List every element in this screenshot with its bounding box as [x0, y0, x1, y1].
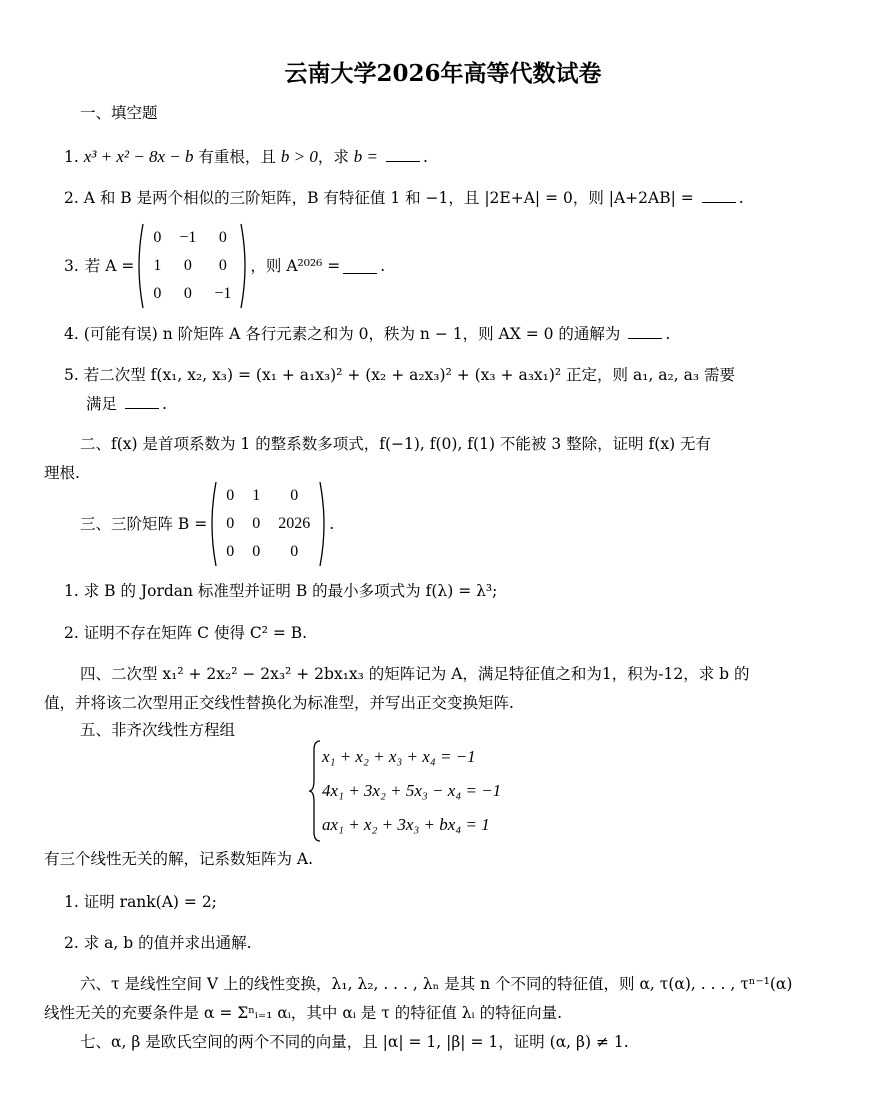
answer-blank	[628, 324, 662, 339]
matrix-a-cell: −1	[214, 285, 232, 302]
exam-title: 云南大学2026年高等代数试卷	[284, 60, 602, 87]
question-1-5: 5. 若二次型 f(x₁, x₂, x₃) = (x₁ + a₁x₃)² + (x₂ + a₂x₃)² + (x₃ + a₃x₁)² 正定，则 a₁, a₂, a₃ 需要	[64, 366, 735, 384]
left-brace-icon	[308, 740, 322, 842]
matrix-a-cell: 0	[153, 229, 162, 246]
section-2-line1: 二、f(x) 是首项系数为 1 的整系数多项式，f(−1), f(0), f(1) 不能被 3 整除，证明 f(x) 无有	[80, 435, 712, 453]
answer-blank	[125, 394, 159, 409]
matrix-a-cell: −1	[179, 229, 197, 246]
answer-blank	[702, 188, 736, 203]
section-3-intro: 三、三阶矩阵 B = 0 1 0 0 0 2026 0 0 0 .	[80, 480, 334, 568]
matrix-b-cell: 0	[252, 515, 261, 532]
answer-blank	[386, 147, 420, 162]
matrix-b-cell: 0	[226, 543, 235, 560]
matrix-a	[134, 223, 250, 309]
matrix-b-cell: 0	[290, 543, 299, 560]
matrix-b-cell: 0	[226, 515, 235, 532]
section-7-line1: 七、α, β 是欧氏空间的两个不同的向量，且 |α| = 1, |β| = 1，证明 (α, β) ≠ 1.	[80, 1033, 629, 1051]
matrix-b-cell: 0	[252, 543, 261, 560]
matrix-a-cell: 1	[153, 257, 162, 274]
question-3-1: 1. 求 B 的 Jordan 标准型并证明 B 的最小多项式为 f(λ) = λ³;	[64, 582, 498, 600]
answer-blank	[343, 259, 377, 274]
matrix-a-cell: 0	[218, 229, 227, 246]
question-1-3: 3. 若 A = 0 −1 0 1 0 0 0 0 −1 ，则 A²⁰²⁶ = .	[64, 222, 385, 310]
section-6-line2: 线性无关的充要条件是 α = Σⁿᵢ₌₁ αᵢ，其中 αᵢ 是 τ 的特征值 λᵢ 的特征向量.	[44, 1004, 563, 1022]
section-6-line1: 六、τ 是线性空间 V 上的线性变换，λ₁, λ₂, . . . , λₙ 是其 n 个不同的特征值，则 α, τ(α), . . . , τⁿ⁻¹(α)	[80, 975, 793, 993]
matrix-a-cell: 0	[183, 257, 192, 274]
matrix-a-cell: 0	[218, 257, 227, 274]
section-4-line1: 四、二次型 x₁² + 2x₂² − 2x₃² + 2bx₁x₃ 的矩阵记为 A，满足特征值之和为1，积为-12，求 b 的	[80, 665, 750, 683]
equation-2: 4x₁ + 3x₂ + 5x₃ − x₄ = −1	[322, 781, 502, 800]
section-4-line2: 值，并将该二次型用正交线性替换化为标准型，并写出正交变换矩阵.	[44, 694, 514, 712]
equation-1: x₁ + x₂ + x₃ + x₄ = −1	[322, 747, 476, 766]
question-1-4: 4. (可能有误) n 阶矩阵 A 各行元素之和为 0，秩为 n − 1，则 AX = 0 的通解为 .	[64, 325, 671, 343]
section-5-after: 有三个线性无关的解，记系数矩阵为 A.	[44, 850, 314, 868]
equation-3: ax₁ + x₂ + 3x₃ + bx₄ = 1	[322, 815, 490, 834]
question-3-2: 2. 证明不存在矩阵 C 使得 C² = B.	[64, 624, 308, 642]
question-1-2: 2. A 和 B 是两个相似的三阶矩阵，B 有特征值 1 和 −1，且 |2E+A| = 0，则 |A+2AB| = .	[64, 189, 744, 207]
question-1-5-cont: 满足 .	[86, 395, 167, 413]
section-5-heading: 五、非齐次线性方程组	[80, 721, 236, 739]
question-5-2: 2. 求 a, b 的值并求出通解.	[64, 934, 252, 952]
section-2-line2: 理根.	[44, 464, 80, 482]
matrix-b-cell: 0	[226, 487, 235, 504]
section-1-heading: 一、填空题	[80, 104, 158, 122]
question-5-1: 1. 证明 rank(A) = 2;	[64, 893, 217, 911]
question-1-1: 1. x³ + x² − 8x − b 有重根，且 b > 0，求 b = .	[64, 147, 428, 166]
matrix-b-cell: 2026	[278, 515, 311, 532]
matrix-b-cell: 0	[290, 487, 299, 504]
matrix-b	[207, 481, 329, 567]
matrix-a-cell: 0	[153, 285, 162, 302]
equation-system	[308, 740, 501, 842]
matrix-b-cell: 1	[252, 487, 261, 504]
matrix-a-cell: 0	[183, 285, 192, 302]
